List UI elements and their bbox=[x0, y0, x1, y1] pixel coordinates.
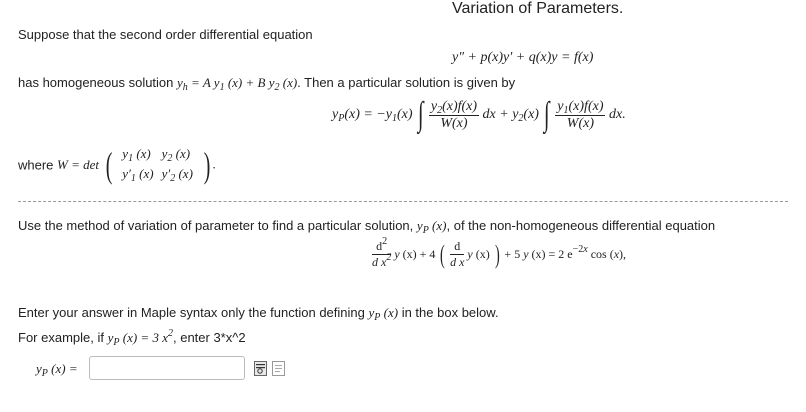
yp-symbol-2: $y_P$ (x) bbox=[368, 305, 399, 323]
task-line bbox=[18, 218, 715, 234]
det-label: W = det bbox=[57, 157, 100, 172]
nonhomog-equation: $\frac{d^2}{d x^2}$ y (x) + 4 ( $\frac{d}{\text{d x}}$ y (x) ) + 5 y (x) = 2 $e^{-2x}$ cos (x), bbox=[372, 236, 627, 269]
answer-input[interactable] bbox=[89, 356, 245, 380]
page-title: Variation of Parameters. bbox=[452, 0, 624, 17]
yp-symbol: $y_P$ (x) bbox=[416, 218, 447, 236]
example-expression: $y_P$ (x) = 3 $x^2$ bbox=[107, 328, 173, 348]
yh-expression: $y_h = A$ $y_1$ (x) + B $y_2$ (x) bbox=[177, 75, 298, 93]
wronskian-line: where W = det ( $y_1$ (x) $y_2$ (x) $y'_1$ (x) $y'_2$ (x) ) . bbox=[18, 145, 216, 185]
task-text: Use the method of variation of parameter to find a particular solution, bbox=[18, 218, 414, 233]
particular-formula: $y_P(x) = -y_1(x)$ ∫ $\frac{y_2(x)f(x)}{W(x)}$ dx + $y_2(x)$ ∫ $\frac{y_1(x)f(x)}{W(x)}$ dx. bbox=[332, 96, 626, 133]
intro-text: Suppose that the second order differential equation bbox=[18, 27, 313, 42]
help-document-icon[interactable] bbox=[272, 361, 285, 376]
wronskian-matrix: $y_1$ (x) $y_2$ (x) $y'_1$ (x) $y'_2$ (x) bbox=[122, 146, 193, 184]
enter-text: Enter your answer in Maple syntax only the function defining bbox=[18, 305, 365, 320]
homogeneous-line bbox=[18, 75, 515, 91]
ode-equation: y″ + p(x)y′ + q(x)y = f(x) bbox=[452, 50, 594, 65]
example-text: For example, if bbox=[18, 330, 104, 345]
example-line bbox=[18, 330, 246, 346]
answer-label: $y_P$ (x) = bbox=[36, 361, 78, 379]
homog-text-before: has homogeneous solution bbox=[18, 75, 174, 90]
example-text-after: , enter 3*x^2 bbox=[172, 330, 246, 345]
where-text: where bbox=[18, 157, 54, 173]
enter-text-after: in the box below. bbox=[401, 305, 499, 320]
preview-icon[interactable] bbox=[254, 361, 267, 376]
homog-text-after: . Then a particular solution is given by bbox=[297, 75, 516, 90]
section-divider bbox=[18, 201, 788, 202]
enter-line bbox=[18, 305, 499, 321]
task-text-after: , of the non-homogeneous differential equation bbox=[446, 218, 716, 233]
